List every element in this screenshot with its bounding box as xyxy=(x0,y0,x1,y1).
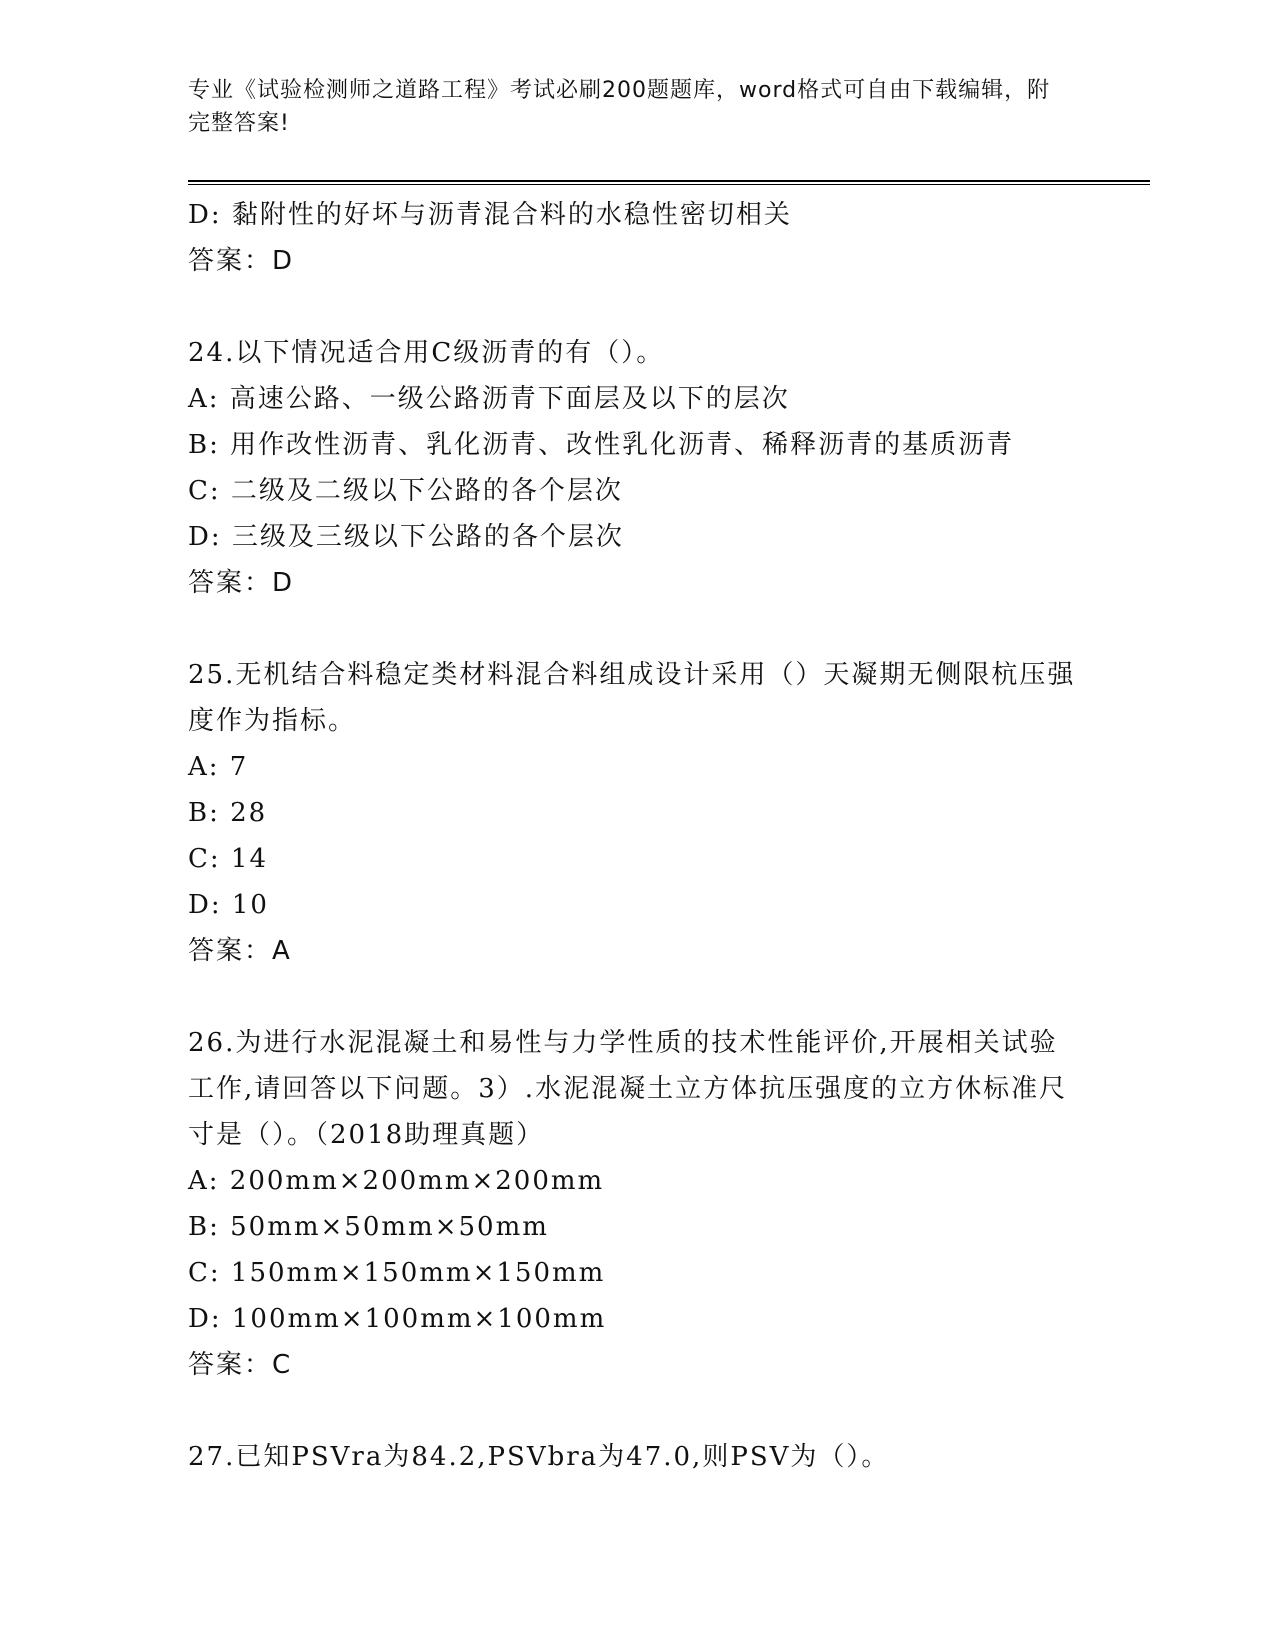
option-b: B: 50mm×50mm×50mm xyxy=(188,1212,549,1242)
option-c: C: 二级及二级以下公路的各个层次 xyxy=(188,476,623,506)
question-stem: 26.为进行水泥混凝土和易性与力学性质的技术性能评价,开展相关试验工作,请回答以下问题。3）.水泥混凝土立方体抗压强度的立方休标准尺寸是（）。（2018助理真题） xyxy=(188,1028,1068,1150)
option-d: D: 100mm×100mm×100mm xyxy=(188,1304,607,1334)
option-c: C: 14 xyxy=(188,844,269,874)
option-d: D: 三级及三级以下公路的各个层次 xyxy=(188,522,624,552)
question-stem: 25.无机结合料稳定类材料混合料组成设计采用（）天凝期无侧限杭压强度作为指标。 xyxy=(188,660,1076,736)
question-24 xyxy=(188,330,1088,606)
question-stem: 24.以下情况适合用C级沥青的有（）。 xyxy=(188,338,665,368)
option-b: B: 28 xyxy=(188,798,268,828)
answer-line: 答案：D xyxy=(188,568,295,598)
question-26 xyxy=(188,1020,1088,1388)
option-a: A: 高速公路、一级公路沥青下面层及以下的层次 xyxy=(188,384,790,414)
option-a: A: 200mm×200mm×200mm xyxy=(188,1166,605,1196)
answer-line: 答案：D xyxy=(188,246,295,276)
header-rule-thin xyxy=(188,184,1150,185)
header-rule-thick xyxy=(188,180,1150,182)
option-c: C: 150mm×150mm×150mm xyxy=(188,1258,606,1288)
option-b: B: 用作改性沥青、乳化沥青、改性乳化沥青、稀释沥青的基质沥青 xyxy=(188,430,1015,460)
option-a: A: 7 xyxy=(188,752,249,782)
answer-line: 答案：A xyxy=(188,936,292,966)
question-stem: 27.已知PSVra为84.2,PSVbra为47.0,则PSV为（）。 xyxy=(188,1442,890,1472)
question-25 xyxy=(188,652,1088,974)
answer-line: 答案：C xyxy=(188,1350,293,1380)
option-d: D: 黏附性的好坏与沥青混合料的水稳性密切相关 xyxy=(188,200,792,230)
document-header: 专业《试验检测师之道路工程》考试必刷200题题库，word格式可自由下载编辑，附完整答案! xyxy=(188,78,1051,136)
option-d: D: 10 xyxy=(188,890,269,920)
previous-question-tail xyxy=(188,192,1088,284)
question-27 xyxy=(188,1434,1088,1480)
question-content xyxy=(188,192,1088,1480)
